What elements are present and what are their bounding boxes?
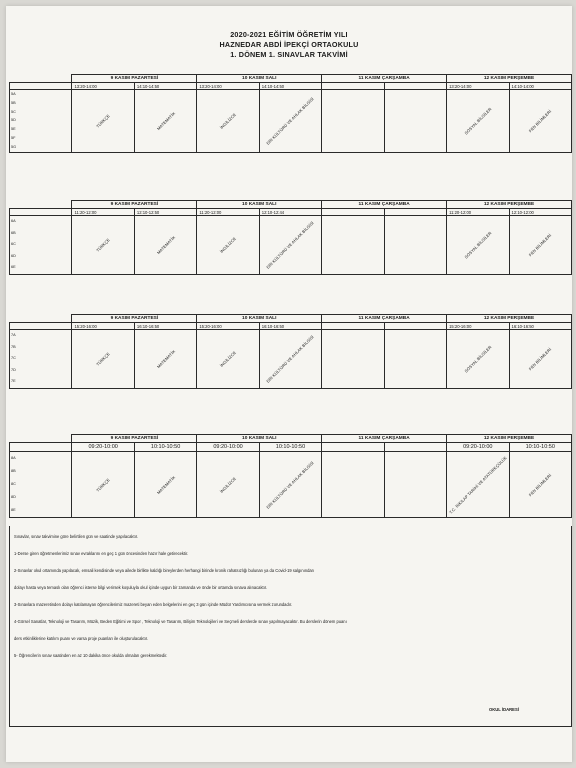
class-label: 7C: [11, 356, 16, 361]
exam-cell: [509, 452, 572, 518]
exam-cell: [197, 90, 259, 153]
time-slot: [384, 323, 446, 330]
time-slot: [322, 209, 384, 216]
subject-label: SOSYAL BİLGİLER: [463, 230, 493, 260]
time-slot: 11:20-12:00: [197, 209, 259, 216]
time-slot: 14:10-14:50: [134, 83, 196, 90]
subject-label: TÜRKÇE: [95, 351, 111, 367]
subject-label: SOSYAL BİLGİLER: [463, 106, 493, 136]
exam-cell: [322, 452, 384, 518]
day-header: 9 KASIM PAZARTESİ: [72, 315, 197, 323]
class-label: 6B: [11, 230, 16, 235]
time-slot: 16:10-16:50: [509, 323, 572, 330]
subject-label: DİN KÜLTÜRÜ VE AHLAK BİLGİSİ: [265, 220, 316, 270]
time-slot: 16:10-16:50: [259, 323, 321, 330]
exam-cell: [197, 330, 259, 389]
time-slot: 15:20-16:00: [447, 323, 509, 330]
time-slot: 12:10-12:44: [259, 209, 321, 216]
schedule-block-grade-6: [9, 200, 572, 275]
subject-label: TÜRKÇE: [95, 112, 111, 129]
class-label: 7E: [11, 379, 16, 384]
time-slot: 12:10-12:50: [134, 209, 196, 216]
day-header: 9 KASIM PAZARTESİ: [72, 201, 197, 209]
day-header: 11 KASIM ÇARŞAMBA: [322, 435, 447, 443]
exam-cell: [384, 216, 446, 275]
class-list: [10, 90, 72, 153]
class-label: 8C: [11, 482, 16, 486]
class-list: [10, 452, 72, 518]
class-label: 5B: [11, 100, 16, 105]
exam-cell: [447, 330, 509, 389]
rule-item: 1-Derse giren öğretmenlerimiz sınav evraklarını en geç 1 gün öncesinden hazır hale getirecektir.: [14, 551, 189, 556]
school-name: HAZNEDAR ABDİ İPEKÇİ ORTAOKULU: [219, 40, 359, 49]
subject-label: MATEMATİK: [155, 474, 176, 495]
subject-label: İNGİLİZCE: [219, 475, 238, 494]
schedule-block-grade-8: [9, 434, 572, 518]
day-header: 10 KASIM SALI: [197, 315, 322, 323]
exam-cell: [134, 452, 196, 518]
subject-label: MATEMATİK: [155, 234, 176, 256]
time-slot: [322, 83, 384, 90]
time-slot: [384, 209, 446, 216]
time-slot: 15:20-16:00: [197, 323, 259, 330]
day-header: 11 KASIM ÇARŞAMBA: [322, 315, 447, 323]
class-label: 7A: [11, 333, 16, 337]
subject-label: DİN KÜLTÜRÜ VE AHLAK BİLGİSİ: [265, 459, 316, 510]
class-label: 8E: [11, 508, 16, 512]
class-list: [10, 216, 72, 275]
class-label: 5G: [11, 144, 17, 149]
exam-cell: [384, 452, 446, 518]
day-header: 11 KASIM ÇARŞAMBA: [322, 201, 447, 209]
exam-cell: [72, 216, 134, 275]
class-label: 5F: [11, 135, 16, 140]
time-slot: 14:10-14:00: [509, 83, 572, 90]
rule-item: 2-Sınavlar okul ortamında yapılacak, emsali kendisinde veya ailede birlikte kaldığı bireylerden herhangi birinde kronik rahatsızlığı bulunan ya da Covid-19 salgınından: [14, 568, 314, 573]
time-slot: 10:10-10:50: [509, 443, 572, 452]
time-slot: 10:10-10:50: [134, 443, 196, 452]
subject-label: MATEMATİK: [155, 348, 176, 370]
subject-label: MATEMATİK: [155, 110, 176, 131]
exam-cell: [322, 330, 384, 389]
day-header: 11 KASIM ÇARŞAMBA: [322, 75, 447, 83]
exam-cell: [447, 452, 509, 518]
exam-cell: [72, 452, 134, 518]
rule-item: 3-Sınavlara mazeretinden dolayı katılamayan öğrencilerimiz mazereti beyan eden belgelerini en geç 3 gün içinde Müdür Yardımcısına vermek zorundadır.: [14, 602, 293, 607]
exam-cell: [197, 216, 259, 275]
subject-label: DİN KÜLTÜRÜ VE AHLAK BİLGİSİ: [265, 334, 316, 384]
exam-cell: [134, 216, 196, 275]
exam-cell: [259, 90, 321, 153]
rule-item: 5- Öğrencilerin sınav saatinden en az 10 dakika önce okulda olmaları gerekmektedir.: [14, 653, 168, 658]
exam-cell: [197, 452, 259, 518]
exam-cell: [259, 216, 321, 275]
day-header: 10 KASIM SALI: [197, 75, 322, 83]
exam-cell: [134, 90, 196, 153]
exam-cell: [72, 330, 134, 389]
schedule-block-grade-5: [9, 74, 572, 153]
time-slot: 11:20-12:00: [447, 209, 509, 216]
subject-label: FEN BİLİMLERİ: [527, 232, 553, 258]
time-slot: 11:20-12:00: [72, 209, 134, 216]
class-label: 5A: [11, 92, 16, 96]
time-slot: 09:20-10:00: [447, 443, 509, 452]
time-slot: [322, 443, 384, 452]
class-label: 5E: [11, 127, 16, 132]
school-year-title: 2020-2021 EĞİTİM ÖĞRETİM YILI: [230, 30, 348, 39]
class-label: 7B: [11, 344, 16, 349]
rule-item: 4-Görsel Sanatlar, Teknoloji ve Tasarım, Müzik, Beden Eğitimi ve Spor , Teknoloji ve Tasarım, Bilişim Teknolojileri ve Seçmeli derslerde sınav yapılmayacaktır. Bu derslerin dönem puanı: [14, 619, 347, 624]
day-header: 9 KASIM PAZARTESİ: [72, 435, 197, 443]
time-slot: 15:20-16:00: [72, 323, 134, 330]
class-label: 6D: [11, 253, 16, 258]
day-header: 12 KASIM PERŞEMBE: [447, 201, 572, 209]
subject-label: T.C. İNKILAP TARİHİ VE ATATÜRKÇÜLÜK: [447, 454, 508, 515]
document-header: [6, 30, 572, 60]
rule-intro: Sınavlar, sınav takvimine göre belirtilen gün ve saatinde yapılacaktır.: [14, 534, 139, 539]
subject-label: FEN BİLİMLERİ: [527, 472, 553, 497]
exam-cell: [447, 90, 509, 153]
class-label: 8B: [11, 469, 16, 473]
subject-label: DİN KÜLTÜRÜ VE AHLAK BİLGİSİ: [265, 96, 316, 146]
day-header: 12 KASIM PERŞEMBE: [447, 435, 572, 443]
day-header: 9 KASIM PAZARTESİ: [72, 75, 197, 83]
time-slot: 14:10-14:50: [259, 83, 321, 90]
time-slot: 10:10-10:50: [259, 443, 321, 452]
time-slot: 16:10-16:50: [134, 323, 196, 330]
exam-cell: [384, 330, 446, 389]
class-label: 6A: [11, 219, 16, 223]
class-label: 6C: [11, 242, 16, 247]
rule-item: ders etkinliklerine katılım puanı ve varsa proje puanları ile oluşturulacaktır.: [14, 636, 149, 641]
subject-label: TÜRKÇE: [95, 476, 111, 493]
day-header: 10 KASIM SALI: [197, 201, 322, 209]
exam-cell: [72, 90, 134, 153]
class-label: 8A: [11, 456, 16, 460]
class-label: 5D: [11, 118, 16, 123]
time-slot: [384, 443, 446, 452]
subject-label: FEN BİLİMLERİ: [527, 108, 553, 134]
time-slot: 09:20-10:00: [72, 443, 134, 452]
subject-label: SOSYAL BİLGİLER: [463, 344, 493, 374]
subject-label: İNGİLİZCE: [219, 111, 238, 130]
schedule-block-grade-7: [9, 314, 572, 389]
subject-label: İNGİLİZCE: [219, 349, 238, 368]
exam-cell: [509, 90, 572, 153]
time-slot: 12:10-12:00: [509, 209, 572, 216]
time-slot: 13:20-14:00: [197, 83, 259, 90]
class-label: 7D: [11, 367, 16, 372]
exam-cell: [509, 216, 572, 275]
subject-label: İNGİLİZCE: [219, 235, 238, 254]
exam-cell: [134, 330, 196, 389]
schedule-title: 1. DÖNEM 1. SINAVLAR TAKVİMİ: [230, 50, 348, 59]
time-slot: 13:20-14:00: [72, 83, 134, 90]
exam-cell: [259, 330, 321, 389]
day-header: 12 KASIM PERŞEMBE: [447, 75, 572, 83]
class-label: 5C: [11, 109, 16, 114]
rule-item: dolayı hasta veya temaslı olan öğrenci isterse bilgi verirsek koşuluyla okul içinde uygun bir zamanda ve önde bir ortamda sınava alınacaktır.: [14, 585, 268, 590]
subject-label: TÜRKÇE: [95, 237, 111, 253]
exam-cell: [322, 90, 384, 153]
class-list: [10, 330, 72, 389]
time-slot: [322, 323, 384, 330]
exam-rules: [14, 534, 554, 670]
time-slot: 09:20-10:00: [197, 443, 259, 452]
exam-cell: [384, 90, 446, 153]
school-administration-signature: OKUL İDARESİ: [489, 707, 519, 712]
day-header: 12 KASIM PERŞEMBE: [447, 315, 572, 323]
day-header: 10 KASIM SALI: [197, 435, 322, 443]
class-label: 6E: [11, 265, 16, 270]
exam-cell: [259, 452, 321, 518]
exam-cell: [509, 330, 572, 389]
subject-label: FEN BİLİMLERİ: [527, 346, 553, 372]
class-label: 8D: [11, 495, 16, 499]
exam-cell: [322, 216, 384, 275]
exam-cell: [447, 216, 509, 275]
time-slot: 13:20-14:00: [447, 83, 509, 90]
time-slot: [384, 83, 446, 90]
exam-schedule-sheet: [6, 6, 572, 762]
